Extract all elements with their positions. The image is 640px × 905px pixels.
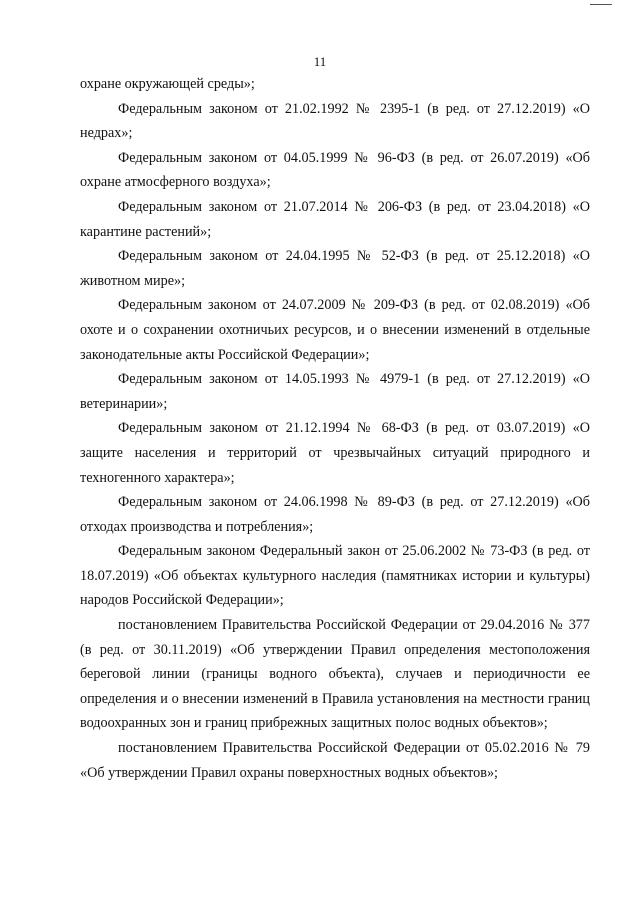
- paragraph-continuation: охране окружающей среды»;: [80, 76, 255, 92]
- paragraph-law-cultural-heritage: Федеральным законом Федеральный закон от 25.06.2002 № 73-ФЗ (в ред. от 18.07.2019) «Об объектах культурного наследия (памятниках истории и культуры) народов Российской Федерации»;: [80, 543, 590, 609]
- paragraph-law-waste: Федеральным законом от 24.06.1998 № 89-ФЗ (в ред. от 27.12.2019) «Об отходах производства и потребления»;: [80, 494, 590, 535]
- paragraph-law-plant-quarantine: Федеральным законом от 21.07.2014 № 206-ФЗ (в ред. от 23.04.2018) «О карантине растений»;: [80, 198, 590, 240]
- page-number: 11: [313, 54, 327, 69]
- paragraph-decree-377: постановлением Правительства Российской Федерации от 29.04.2016 № 377 (в ред. от 30.11.2019) «Об утверждении Правил определения местоположения береговой линии (границы водного объекта), случаев и периодичности ее определения и о внесении изменений в Правила установления на местности границ водоохранных зон и границ прибрежных защитных полос водных объектов»;: [80, 617, 590, 732]
- paragraph-law-nedra: Федеральным законом от 21.02.1992 № 2395-1 (в ред. от 27.12.2019) «О недрах»;: [80, 100, 590, 142]
- paragraph-law-atmosphere: Федеральным законом от 04.05.1999 № 96-ФЗ (в ред. от 26.07.2019) «Об охране атмосферного воздуха»;: [80, 149, 590, 191]
- paragraph-law-hunting: Федеральным законом от 24.07.2009 № 209-ФЗ (в ред. от 02.08.2019) «Об охоте и о сохранении охотничьих ресурсов, и о внесении изменений в отдельные законодательные акты Российской Федерации»;: [80, 297, 590, 363]
- paragraph-decree-79: постановлением Правительства Российской Федерации от 05.02.2016 № 79 «Об утверждении Правил охраны поверхностных водных объектов»;: [80, 740, 590, 781]
- page-corner-mark: [590, 0, 612, 5]
- paragraph-law-veterinary: Федеральным законом от 14.05.1993 № 4979-1 (в ред. от 27.12.2019) «О ветеринарии»;: [80, 371, 590, 412]
- paragraph-law-emergencies: Федеральным законом от 21.12.1994 № 68-ФЗ (в ред. от 03.07.2019) «О защите населения и территорий от чрезвычайных ситуаций природного и техногенного характера»;: [80, 420, 590, 486]
- paragraph-law-animal-world: Федеральным законом от 24.04.1995 № 52-ФЗ (в ред. от 25.12.2018) «О животном мире»;: [80, 248, 590, 289]
- document-body: [80, 72, 590, 785]
